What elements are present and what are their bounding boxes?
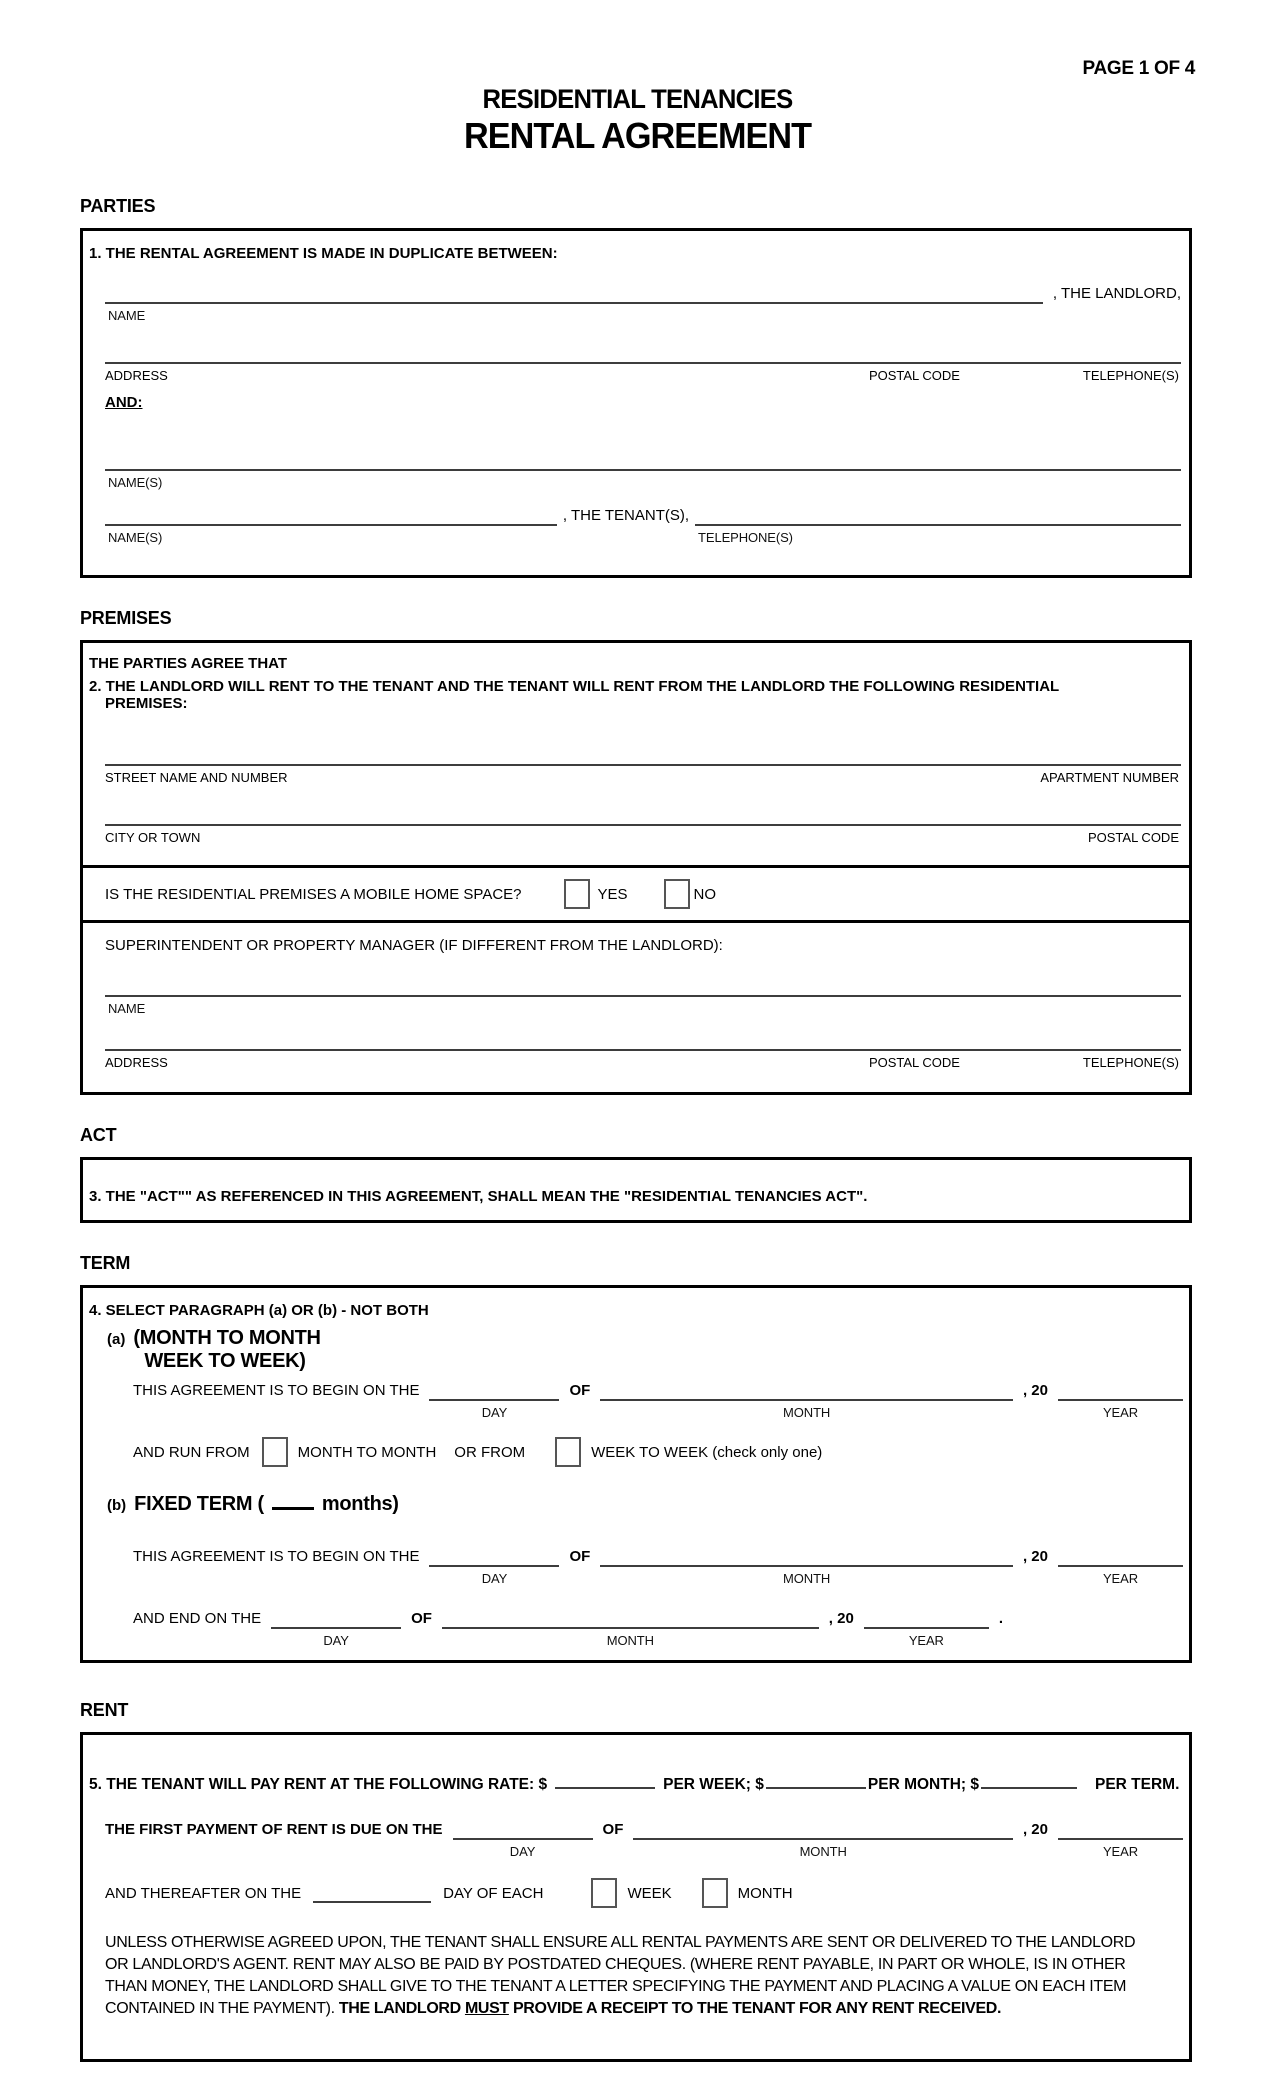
year-label: YEAR: [1102, 1844, 1138, 1859]
fill-line[interactable]: [600, 1399, 1013, 1401]
fill-line[interactable]: [864, 1627, 989, 1629]
tenant-telephones-label: TELEPHONE(S): [698, 530, 793, 545]
clause-2-line2: PREMISES:: [105, 695, 188, 712]
begin-text: THIS AGREEMENT IS TO BEGIN ON THE: [133, 1382, 420, 1399]
clause-4-prefix: 4. SELECT PARAGRAPH (a) OR (b) -: [89, 1302, 351, 1319]
clause-4-emphasis: NOT BOTH: [350, 1302, 429, 1319]
option-a-prefix: (a): [107, 1331, 126, 1348]
name-label: NAME: [108, 308, 146, 323]
superintendent-address-field[interactable]: [105, 1049, 1181, 1073]
month-to-month-label: MONTH TO MONTH: [297, 1443, 437, 1461]
form-title: RESIDENTIAL TENANCIES: [482, 84, 793, 114]
end-period: .: [998, 1610, 1003, 1627]
paragraph-line: OR LANDLORD'S AGENT. RENT MAY ALSO BE PAID BY POSTDATED CHEQUES. (WHERE RENT PAYABLE, IN PART OR WHOLE, IS IN OTHER: [105, 1956, 1126, 1973]
section-heading-term: TERM: [80, 1253, 131, 1273]
form-subtitle: RENTAL AGREEMENT: [463, 115, 812, 156]
run-from-row: [133, 1435, 1189, 1469]
or-from-text: OR FROM: [454, 1443, 526, 1461]
begin-month-field[interactable]: [600, 1399, 1013, 1423]
yes-label: YES: [597, 885, 628, 903]
begin-day-field[interactable]: [429, 1399, 559, 1423]
tenant-names-row: [105, 449, 1181, 493]
receipt-must-text: MUST: [464, 2000, 509, 2017]
fill-line[interactable]: [429, 1399, 559, 1401]
landlord-name-field[interactable]: [105, 302, 1043, 326]
option-a-heading: [107, 1327, 1189, 1373]
mobile-home-question: IS THE RESIDENTIAL PREMISES A MOBILE HOME SPACE?: [105, 885, 522, 903]
option-a-title: [133, 1327, 320, 1373]
fill-line[interactable]: [105, 524, 557, 526]
month-to-month-checkbox[interactable]: [262, 1437, 288, 1467]
clause-2-line1: 2. THE LANDLORD WILL RENT TO THE TENANT AND THE TENANT WILL RENT FROM THE LANDLORD THE FOLLOWING RESIDENTIAL: [89, 678, 1060, 695]
fill-line[interactable]: [600, 1565, 1013, 1567]
option-a-line2: WEEK TO WEEK): [144, 1350, 306, 1372]
mobile-home-no-checkbox[interactable]: [664, 879, 690, 909]
week-to-week-label: WEEK TO WEEK (check only one): [591, 1443, 823, 1461]
act-box: [80, 1157, 1192, 1223]
fill-line[interactable]: [105, 362, 1181, 364]
clause-3: 3. THE "ACT"" AS REFERENCED IN THIS AGREEMENT, SHALL MEAN THE "RESIDENTIAL TENANCIES ACT".: [89, 1188, 868, 1205]
end-text: AND END ON THE: [133, 1610, 262, 1627]
street-row: [105, 744, 1181, 788]
paragraph-line: [105, 1998, 1159, 2020]
rent-per-month-field[interactable]: [766, 1771, 866, 1789]
premises-box: [80, 640, 1192, 868]
postal-code-label: POSTAL CODE: [1087, 830, 1179, 845]
year-prefix: , 20: [828, 1610, 854, 1627]
fill-line[interactable]: [105, 1049, 1181, 1051]
mobile-home-box: [80, 865, 1192, 923]
fill-line[interactable]: [105, 995, 1181, 997]
fill-line[interactable]: [271, 1627, 401, 1629]
end-year-field[interactable]: [864, 1627, 989, 1651]
paragraph-line: THAN MONEY, THE LANDLORD SHALL GIVE TO THE TENANT A LETTER SPECIFYING THE PAYMENT AND PLACING A VALUE ON EACH ITEM: [105, 1978, 1127, 1995]
year-label: YEAR: [1102, 1405, 1138, 1420]
begin-year-field[interactable]: [1058, 1399, 1183, 1423]
fixed-term-label-pre: FIXED TERM (: [134, 1493, 264, 1515]
year-label: YEAR: [1102, 1571, 1138, 1586]
landlord-name-row: [105, 282, 1181, 326]
first-payment-day-field[interactable]: [453, 1838, 593, 1862]
day-label: DAY: [481, 1571, 508, 1586]
city-field[interactable]: [105, 824, 1181, 848]
option-a-line1: (MONTH TO MONTH: [133, 1327, 321, 1349]
rent-receipt-paragraph: [105, 1932, 1159, 2020]
month-label: MONTH: [783, 1405, 831, 1420]
begin-month-field[interactable]: [600, 1565, 1013, 1589]
month-label: MONTH: [783, 1571, 831, 1586]
year-label: YEAR: [908, 1633, 944, 1648]
first-payment-text: THE FIRST PAYMENT OF RENT IS DUE ON THE: [105, 1821, 443, 1838]
of-label: OF: [569, 1548, 591, 1565]
per-term-label: PER TERM.: [1094, 1776, 1180, 1793]
option-b-heading: [107, 1493, 1189, 1516]
tenant-suffix: , THE TENANT(S),: [562, 507, 690, 524]
landlord-suffix: , THE LANDLORD,: [1052, 285, 1181, 302]
fill-line[interactable]: [429, 1565, 559, 1567]
fill-line[interactable]: [105, 469, 1181, 471]
fill-line[interactable]: [1058, 1838, 1183, 1840]
per-month-label: PER MONTH; $: [867, 1776, 979, 1793]
city-label: CITY OR TOWN: [105, 830, 201, 845]
thereafter-text: AND THEREAFTER ON THE: [105, 1884, 302, 1902]
first-payment-row: [105, 1818, 1183, 1862]
run-from-text: AND RUN FROM: [133, 1443, 250, 1461]
day-label: DAY: [481, 1405, 508, 1420]
begin-day-field[interactable]: [429, 1565, 559, 1589]
city-row: [105, 804, 1181, 848]
of-label: OF: [411, 1610, 432, 1627]
rent-per-week-field[interactable]: [555, 1771, 655, 1789]
tenant-telephone-field[interactable]: [695, 524, 1181, 548]
fixed-term-label-post: months): [321, 1493, 399, 1515]
section-heading-act: ACT: [80, 1125, 117, 1145]
superintendent-box: [80, 920, 1192, 1095]
fill-line[interactable]: [442, 1627, 819, 1629]
day-label: DAY: [323, 1633, 349, 1648]
of-label: OF: [602, 1821, 624, 1838]
section-heading-premises: PREMISES: [80, 608, 172, 628]
thereafter-row: [105, 1876, 1189, 1910]
section-heading-rent: RENT: [80, 1700, 129, 1720]
city-labels: [105, 830, 1181, 848]
year-prefix: , 20: [1022, 1382, 1048, 1399]
fill-line[interactable]: [1058, 1565, 1183, 1567]
of-label: OF: [569, 1382, 591, 1399]
address-labels: [105, 368, 1181, 386]
term-b-begin-row: [133, 1545, 1183, 1589]
fill-line[interactable]: [453, 1838, 593, 1840]
tenant-names-label: NAME(S): [108, 530, 163, 545]
rent-month-checkbox[interactable]: [702, 1878, 728, 1908]
superintendent-name-row: [105, 975, 1181, 1019]
rent-rate-row: [89, 1771, 1181, 1794]
postal-code-label: POSTAL CODE: [868, 1055, 960, 1070]
week-label: WEEK: [627, 1884, 672, 1902]
per-week-label: PER WEEK; $: [663, 1776, 764, 1793]
tenant-names-field[interactable]: [105, 469, 1181, 493]
end-day-field[interactable]: [271, 1627, 401, 1651]
address-label: ADDRESS: [105, 1055, 168, 1070]
end-month-field[interactable]: [442, 1627, 819, 1651]
fill-line[interactable]: [633, 1838, 1013, 1840]
landlord-address-row: [105, 342, 1181, 386]
telephones-label: TELEPHONE(S): [1082, 1055, 1179, 1070]
year-prefix: , 20: [1022, 1548, 1048, 1565]
first-payment-month-field[interactable]: [633, 1838, 1013, 1862]
clause-4: [89, 1302, 1189, 1319]
rent-box: [80, 1732, 1192, 2062]
paragraph-line4-text: CONTAINED IN THE PAYMENT).: [105, 2000, 339, 2017]
superintendent-address-labels: [105, 1055, 1181, 1073]
first-payment-year-field[interactable]: [1058, 1838, 1183, 1862]
rent-per-term-field[interactable]: [981, 1771, 1077, 1789]
form-title-block: [0, 84, 1275, 157]
fill-line[interactable]: [695, 524, 1181, 526]
begin-text: THIS AGREEMENT IS TO BEGIN ON THE: [133, 1548, 420, 1565]
telephones-label: TELEPHONE(S): [1082, 368, 1179, 383]
tenant-name-field[interactable]: [105, 524, 557, 548]
option-b-prefix: (b): [107, 1497, 127, 1514]
mobile-home-row: [105, 868, 1189, 920]
year-prefix: , 20: [1022, 1821, 1048, 1838]
street-label: STREET NAME AND NUMBER: [105, 770, 288, 785]
thereafter-day-field[interactable]: [313, 1885, 431, 1903]
address-label: ADDRESS: [105, 368, 168, 383]
term-box: [80, 1285, 1192, 1663]
landlord-address-field[interactable]: [105, 362, 1181, 386]
fill-line[interactable]: [105, 824, 1181, 826]
superintendent-name-field[interactable]: [105, 995, 1181, 1019]
day-label: DAY: [509, 1844, 536, 1859]
month-checkbox-label: MONTH: [737, 1884, 793, 1902]
street-labels: [105, 770, 1181, 788]
month-label: MONTH: [606, 1633, 654, 1648]
parties-box: [80, 228, 1192, 578]
postal-code-label: POSTAL CODE: [868, 368, 960, 383]
month-label: MONTH: [799, 1844, 847, 1859]
name-label: NAME: [108, 1001, 146, 1016]
rent-week-checkbox[interactable]: [591, 1878, 617, 1908]
fill-line[interactable]: [105, 302, 1043, 304]
and-label: AND:: [105, 394, 143, 411]
rate-prefix: 5. THE TENANT WILL PAY RENT AT THE FOLLOWING RATE: $: [89, 1776, 548, 1793]
parties-agree-text: THE PARTIES AGREE THAT: [89, 655, 288, 672]
mobile-home-yes-checkbox[interactable]: [564, 879, 590, 909]
fill-line[interactable]: [1058, 1399, 1183, 1401]
term-a-begin-row: [133, 1379, 1183, 1423]
receipt-bold-tail: PROVIDE A RECEIPT TO THE TENANT FOR ANY RENT RECEIVED.: [508, 2000, 1002, 2017]
no-label: NO: [693, 885, 717, 903]
tenant-signature-row: [105, 504, 1181, 548]
day-of-each-label: DAY OF EACH: [443, 1884, 544, 1902]
begin-year-field[interactable]: [1058, 1565, 1183, 1589]
section-heading-parties: PARTIES: [80, 196, 156, 216]
page-number: PAGE 1 OF 4: [1082, 58, 1195, 79]
term-b-end-row: [133, 1607, 1003, 1651]
names-label: NAME(S): [108, 475, 163, 490]
superintendent-label: SUPERINTENDENT OR PROPERTY MANAGER (IF DIFFERENT FROM THE LANDLORD):: [105, 937, 723, 954]
fill-line[interactable]: [105, 764, 1181, 766]
receipt-bold-text: THE LANDLORD: [338, 2000, 465, 2017]
paragraph-line: UNLESS OTHERWISE AGREED UPON, THE TENANT SHALL ENSURE ALL RENTAL PAYMENTS ARE SENT OR DELIVERED TO THE LANDLORD: [105, 1934, 1136, 1951]
fixed-term-months-field[interactable]: [272, 1496, 314, 1510]
clause-1: 1. THE RENTAL AGREEMENT IS MADE IN DUPLICATE BETWEEN:: [89, 245, 558, 262]
street-field[interactable]: [105, 764, 1181, 788]
superintendent-address-row: [105, 1029, 1181, 1073]
apartment-label: APARTMENT NUMBER: [1040, 770, 1179, 785]
week-to-week-checkbox[interactable]: [555, 1437, 581, 1467]
